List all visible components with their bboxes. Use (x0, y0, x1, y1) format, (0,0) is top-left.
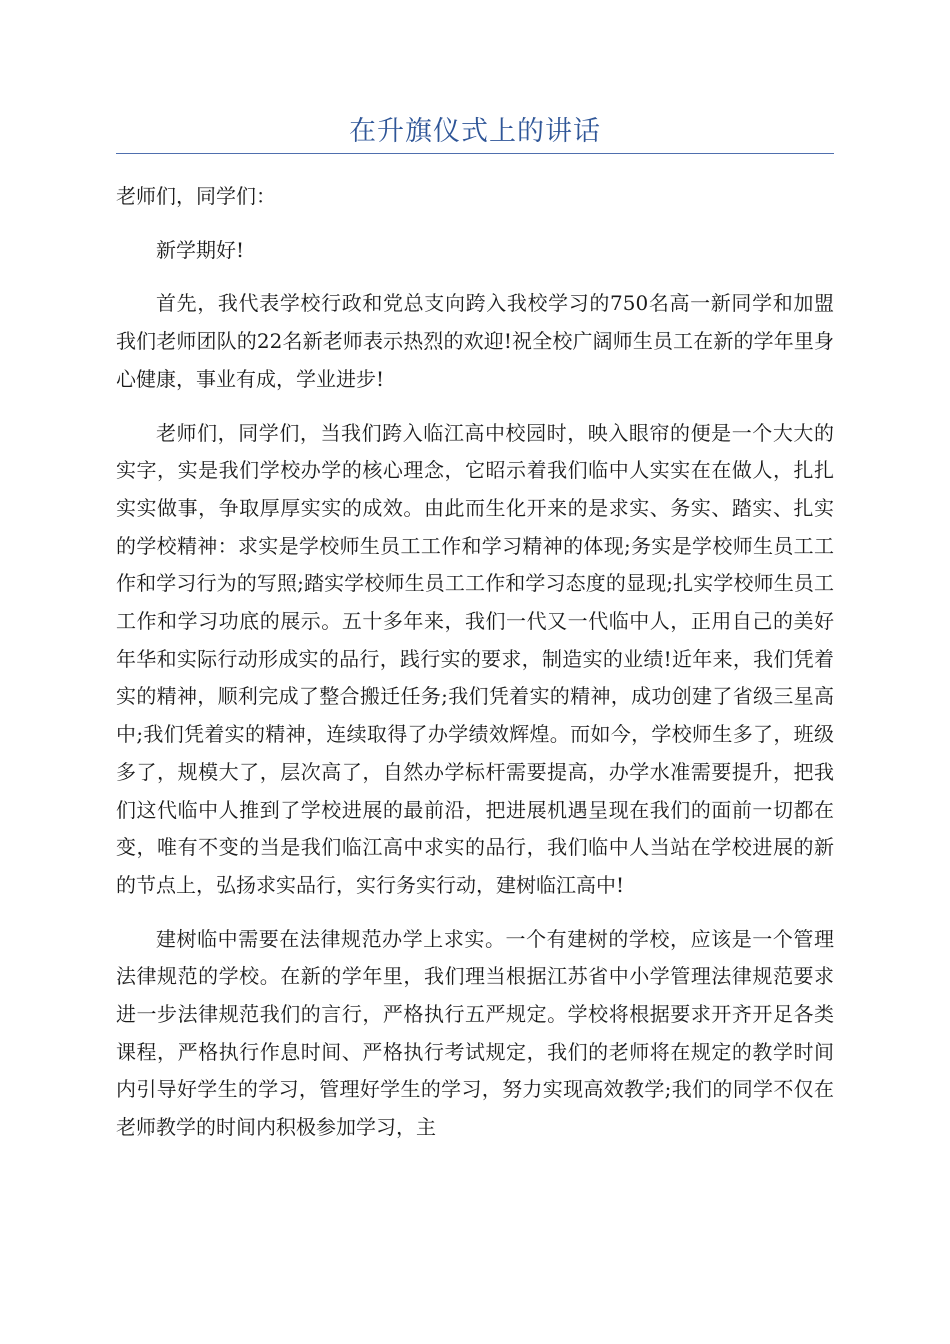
title-underline (116, 153, 834, 154)
paragraph-1: 新学期好! (156, 237, 245, 262)
greeting-line: 老师们，同学们： (116, 184, 276, 208)
paragraph-4: 建树临中需要在法律规范办学上求实。一个有建树的学校，应该是一个管理法律规范的学校。在新的学年里，我们理当根据江苏省中小学管理法律规范要求进一步法律规范我们的言行，严格执行五严规定。学校将根据要求开齐开足各类课程，严格执行作息时间、严格执行考试规定，我们的老师将在规定的教学时间内引导好学生的学习，管理好学生的学习，努力实现高效教学;我们的同学不仅在老师教学的时间内积极参加学习，主 (116, 926, 834, 1140)
paragraph-2: 首先，我代表学校行政和党总支向跨入我校学习的750名高一新同学和加盟我们老师团队的22名新老师表示热烈的欢迎!祝全校广阔师生员工在新的学年里身心健康，事业有成，学业进步! (116, 291, 834, 391)
document-title: 在升旗仪式上的讲话 (349, 116, 601, 147)
paragraph-3: 老师们，同学们，当我们跨入临江高中校园时，映入眼帘的便是一个大大的实字，实是我们学校办学的核心理念，它昭示着我们临中人实实在在做人，扎扎实实做事，争取厚厚实实的成效。由此而生化开来的是求实、务实、踏实、扎实的学校精神：求实是学校师生员工工作和学习精神的体现;务实是学校师生员工工作和学习行为的写照;踏实学校师生员工工作和学习态度的显现;扎实学校师生员工工作和学习功底的展示。五十多年来，我们一代又一代临中人，正用自己的美好年华和实际行动形成实的品行，践行实的要求，制造实的业绩!近年来，我们凭着实的精神，顺利完成了整合搬迁任务;我们凭着实的精神，成功创建了省级三星高中;我们凭着实的精神，连续取得了办学绩效辉煌。而如今，学校师生多了，班级多了，规模大了，层次高了，自然办学标杆需要提高，办学水准需要提升，把我们这代临中人推到了学校进展的最前沿，把进展机遇呈现在我们的面前一切都在变，唯有不变的当是我们临江高中求实的品行，我们临中人当站在学校进展的新的节点上，弘扬求实品行，实行务实行动，建树临江高中! (116, 420, 834, 897)
document-body (116, 178, 834, 1147)
